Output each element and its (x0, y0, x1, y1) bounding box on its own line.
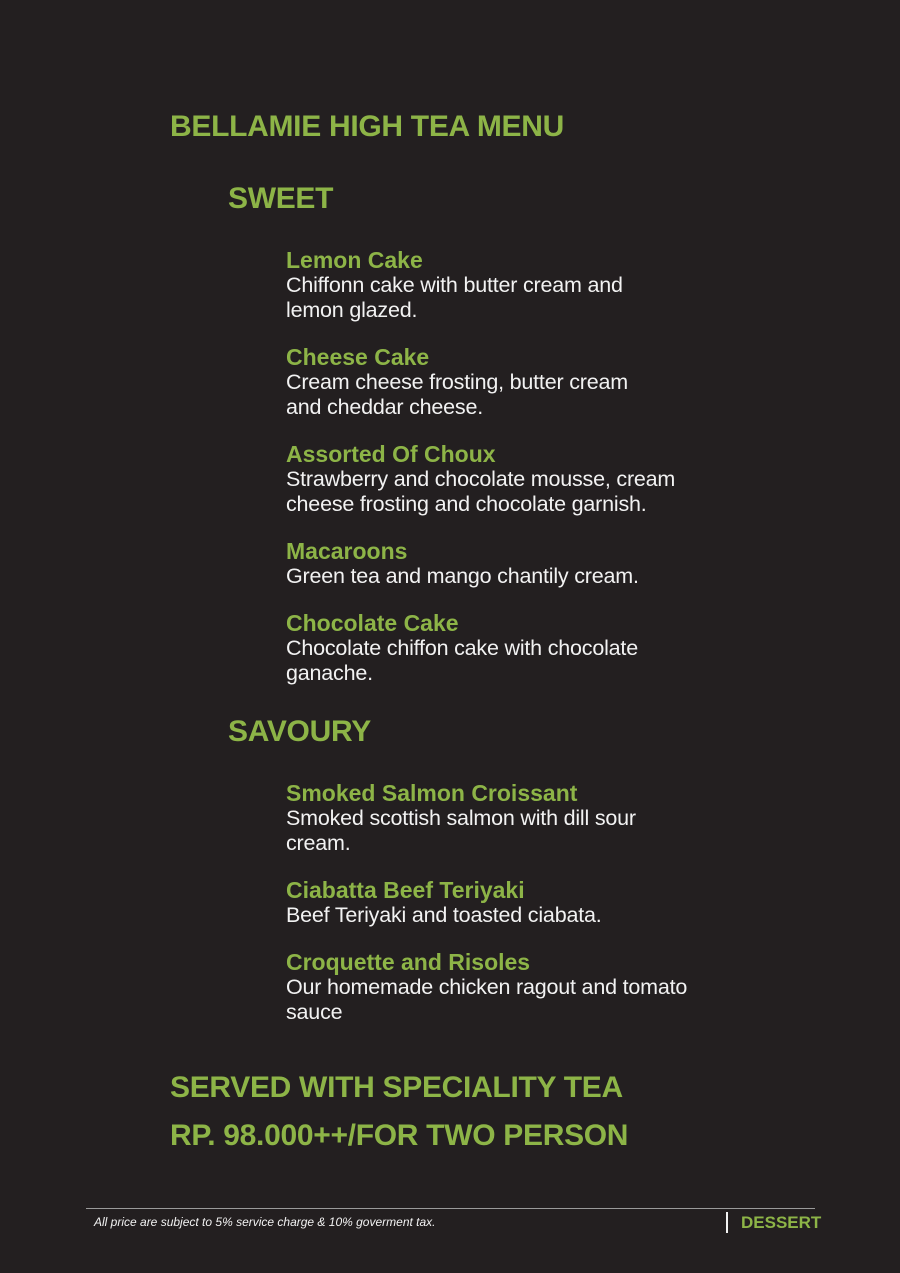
menu-item (286, 878, 786, 928)
footer-vertical-bar (726, 1212, 728, 1233)
item-description-line: lemon glazed. (286, 298, 418, 322)
served-line: SERVED WITH SPECIALITY TEA (170, 1071, 623, 1104)
item-description-line: Our homemade chicken ragout and tomato (286, 975, 688, 999)
item-name: Croquette and Risoles (286, 949, 531, 975)
menu-item (286, 442, 786, 517)
item-name: Smoked Salmon Croissant (286, 780, 578, 806)
item-description-line: cheese frosting and chocolate garnish. (286, 492, 647, 516)
served-with-tea-price (170, 1064, 628, 1160)
item-description-line: Chocolate chiffon cake with chocolate (286, 636, 638, 660)
item-name: Lemon Cake (286, 247, 423, 273)
item-description-line: sauce (286, 1000, 343, 1024)
savoury-item-list (286, 781, 786, 1047)
item-description-line: Cream cheese frosting, butter cream (286, 370, 628, 394)
item-description-line: Beef Teriyaki and toasted ciabata. (286, 903, 602, 927)
item-description-line: and cheddar cheese. (286, 395, 484, 419)
price-line: RP. 98.000++/FOR TWO PERSON (170, 1119, 629, 1152)
section-title-sweet: SWEET (228, 182, 334, 215)
footer-section-label: DESSERT (741, 1213, 822, 1232)
footer-divider-line (86, 1208, 815, 1209)
menu-item (286, 611, 786, 686)
menu-item (286, 539, 786, 589)
item-name: Chocolate Cake (286, 610, 459, 636)
footer-tax-note: All price are subject to 5% service charge & 10% goverment tax. (94, 1215, 436, 1229)
item-description-line: Chiffonn cake with butter cream and (286, 273, 623, 297)
item-description-line: Green tea and mango chantily cream. (286, 564, 639, 588)
item-name: Ciabatta Beef Teriyaki (286, 877, 525, 903)
section-title-savoury: SAVOURY (228, 715, 371, 748)
item-name: Assorted Of Choux (286, 441, 496, 467)
menu-item (286, 345, 786, 420)
item-description-line: ganache. (286, 661, 373, 685)
menu-item (286, 248, 786, 323)
item-description-line: Smoked scottish salmon with dill sour (286, 806, 636, 830)
item-name: Macaroons (286, 538, 408, 564)
item-description-line: Strawberry and chocolate mousse, cream (286, 467, 676, 491)
menu-item (286, 950, 786, 1025)
item-description-line: cream. (286, 831, 351, 855)
menu-title: BELLAMIE HIGH TEA MENU (170, 110, 564, 143)
sweet-item-list (286, 248, 786, 708)
item-name: Cheese Cake (286, 344, 430, 370)
menu-item (286, 781, 786, 856)
